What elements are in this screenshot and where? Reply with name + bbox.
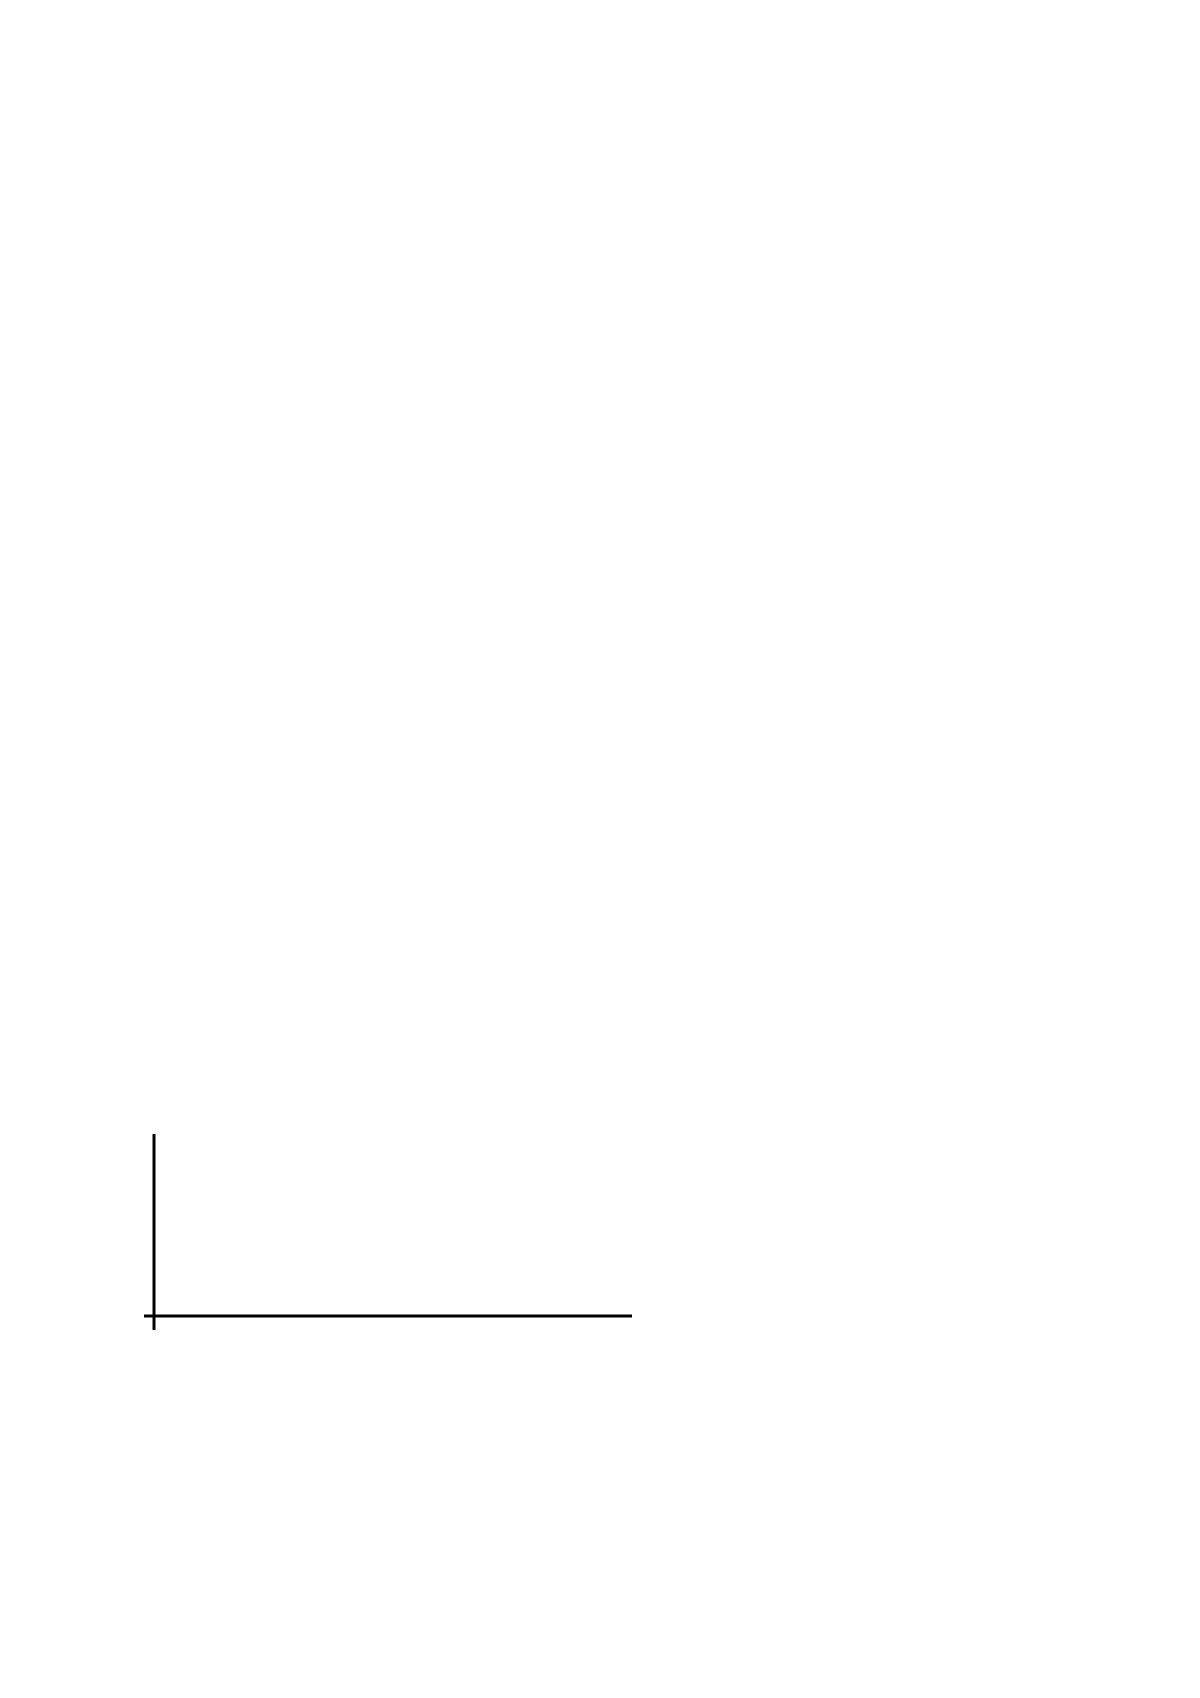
skewness-illustrations — [160, 1370, 1030, 1540]
normal-distribution-chart — [140, 1130, 640, 1350]
